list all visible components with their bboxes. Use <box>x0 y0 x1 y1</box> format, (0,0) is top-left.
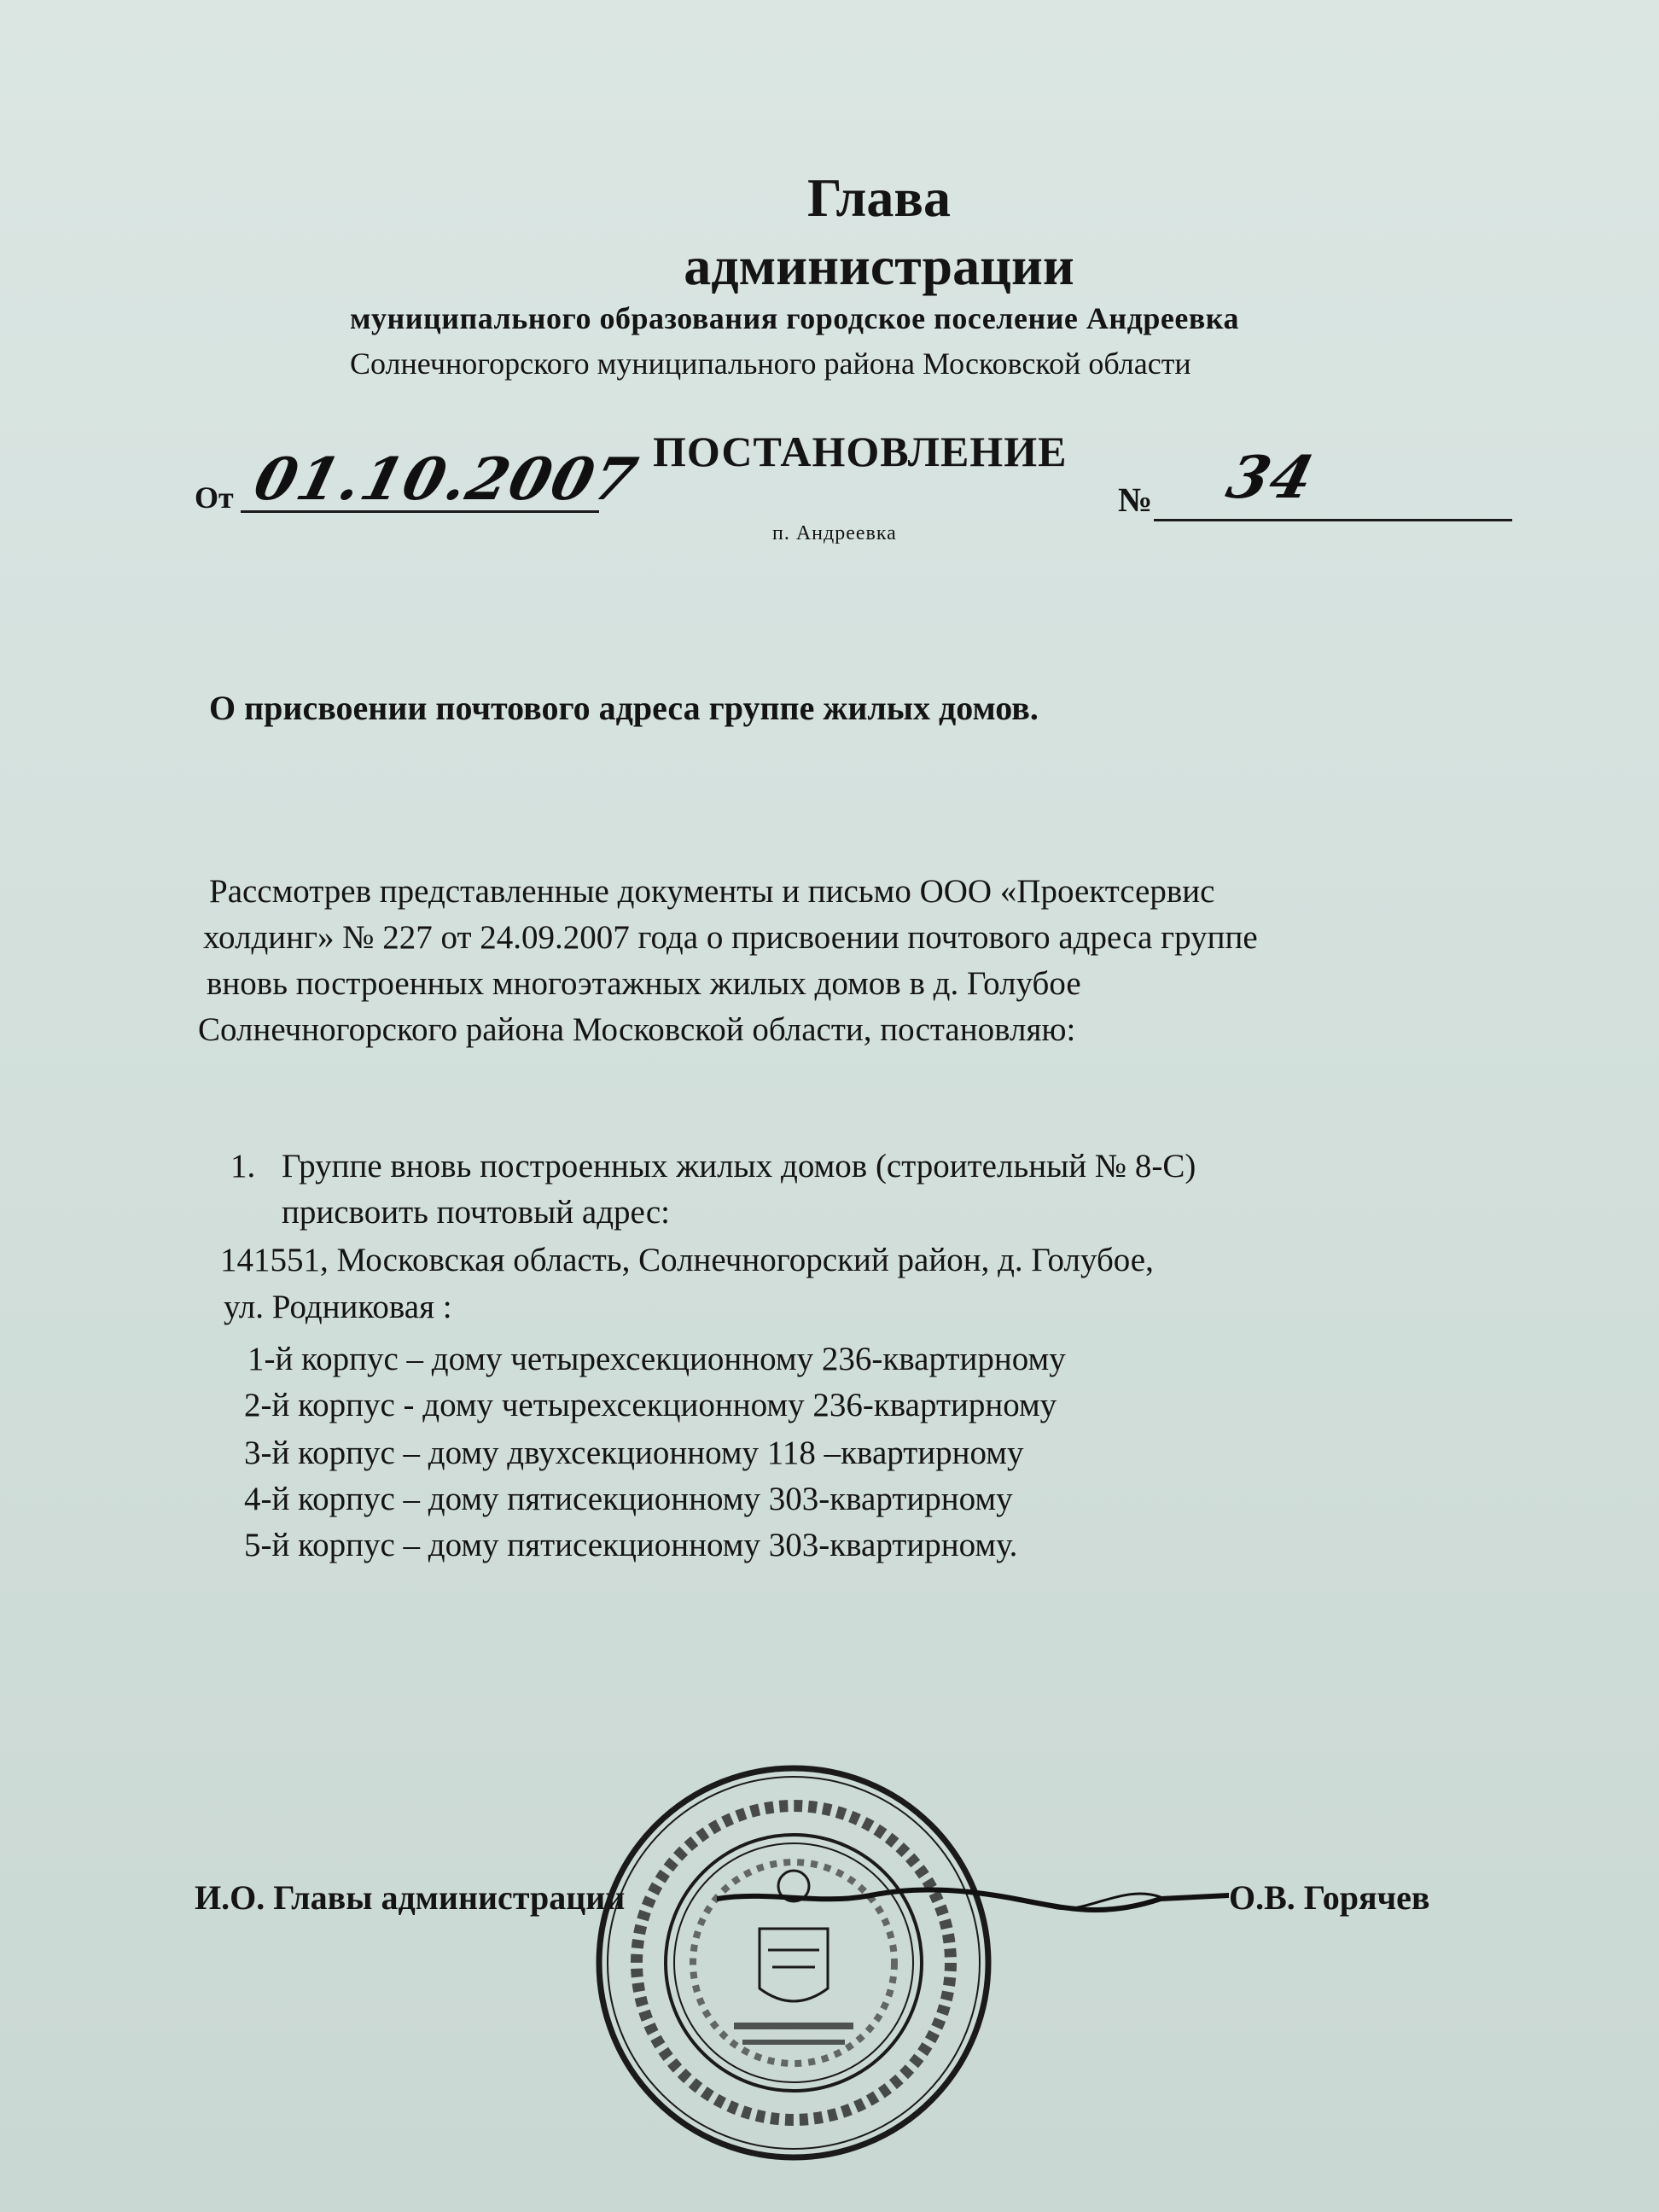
item-number: 1. <box>230 1148 256 1185</box>
organization-line-2: Солнечногорского муниципального района Московской области <box>350 346 1191 381</box>
signatory-position: И.О. Главы администрации <box>195 1878 626 1917</box>
document-subject: О присвоении почтового адреса группе жилых домов. <box>209 689 1039 727</box>
body-line-3: вновь построенных многоэтажных жилых домов в д. Голубое <box>207 965 1081 1002</box>
item-line-2: присвоить почтовый адрес: <box>282 1194 670 1231</box>
date-label: От <box>195 480 234 515</box>
title-line-2: администрации <box>684 236 1074 296</box>
address-line-2: ул. Родниковая : <box>224 1289 452 1325</box>
building-item: 1-й корпус – дому четырехсекционному 236-квартирному <box>247 1341 1066 1377</box>
date-handwritten: 01.10.2007 <box>247 445 645 514</box>
organization-line-1: муниципального образования городское поселение Андреевка <box>350 301 1239 335</box>
official-seal <box>589 1758 998 2168</box>
building-item: 5-й корпус – дому пятисекционному 303-квартирному. <box>244 1527 1018 1563</box>
document-type: ПОСТАНОВЛЕНИЕ <box>653 428 1068 475</box>
handwritten-signature <box>717 1865 1229 1924</box>
address-line-1: 141551, Московская область, Солнечногорский район, д. Голубое, <box>220 1242 1154 1278</box>
place-name: п. Андреевка <box>772 522 897 544</box>
body-line-2: холдинг» № 227 от 24.09.2007 года о присвоении почтового адреса группе <box>203 919 1258 956</box>
body-line-4: Солнечногорского района Московской области, постановляю: <box>198 1011 1076 1048</box>
number-handwritten: 34 <box>1220 444 1322 512</box>
title-line-1: Глава <box>807 167 951 228</box>
number-label: № <box>1118 480 1153 519</box>
signatory-name: О.В. Горячев <box>1229 1878 1430 1917</box>
building-item: 4-й корпус – дому пятисекционному 303-квартирному <box>244 1481 1013 1517</box>
number-underline <box>1154 466 1512 521</box>
building-item: 3-й корпус – дому двухсекционному 118 –квартирному <box>244 1435 1024 1471</box>
building-item: 2-й корпус - дому четырехсекционному 236-квартирному <box>244 1387 1057 1423</box>
body-line-1: Рассмотрев представленные документы и письмо ООО «Проектсервис <box>209 873 1215 910</box>
item-line-1: Группе вновь построенных жилых домов (строительный № 8-С) <box>282 1148 1196 1185</box>
